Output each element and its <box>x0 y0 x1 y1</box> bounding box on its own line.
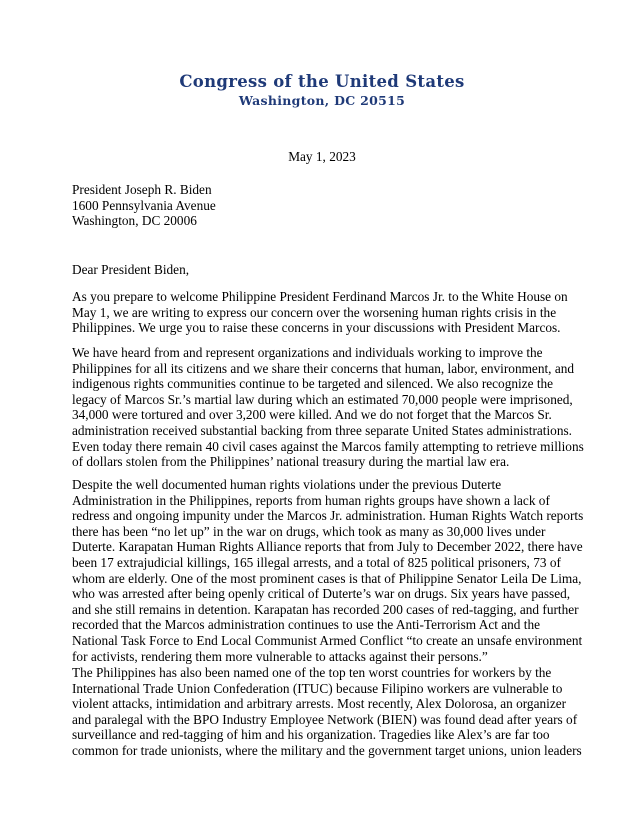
letterhead <box>0 72 644 109</box>
recipient-address <box>72 182 584 229</box>
paragraph-workers: The Philippines has also been named one of the top ten worst countries for workers by the International Trade Union Confederation (ITUC) because Filipino workers are vulnerable to violent attacks, intimidation and arbitrary arrests. Most recently, Alex Dolorosa, an organizer and paralegal with the BPO Industry Employee Network (BIEN) was found dead after years of surveillance and red-tagging of him and his organization. Tragedies like Alex’s are far too common for trade unionists, where the military and the government target unions, union leaders <box>72 665 582 758</box>
recipient-street: 1600 Pennsylvania Avenue <box>72 197 216 213</box>
letterhead-subtitle: Washington, DC 20515 <box>238 93 406 108</box>
paragraph-intro: As you prepare to welcome Philippine President Ferdinand Marcos Jr. to the White House on May 1, we are writing to express our concern over the worsening human rights crisis in the Philippines. We urge you to raise these concerns in your discussions with President Marcos. <box>72 289 568 336</box>
paragraph-martial-law: We have heard from and represent organizations and individuals working to improve the Philippines for all its citizens and we share their concerns that human, labor, environment, and indigenous rights communities continue to be targeted and silenced. We also recognize the legacy of Marcos Sr.’s martial law during which an estimated 70,000 people were imprisoned, 34,000 were tortured and over 3,200 were killed. And we do not forget that the Marcos Sr. administration received substantial backing from three separate United States administrations. Even today there remain 40 civil cases against the Marcos family attempting to retrieve millions of dollars stolen from the Philippines’ national treasury during the martial law era. <box>72 345 584 470</box>
paragraph-human-rights: Despite the well documented human rights violations under the previous Duterte Administration in the Philippines, reports from human rights groups have shown a lack of redress and ongoing impunity under the Marcos Jr. administration. Human Rights Watch reports there has been “no let up” in the war on drugs, which took as many as 30,000 lives under Duterte. Karapatan Human Rights Alliance reports that from July to December 2022, there have been 17 extrajudicial killings, 165 illegal arrests, and a total of 825 political prisoners, 73 of whom are elderly. One of the most prominent cases is that of Philippine Senator Leila De Lima, who was arrested after being openly critical of Duterte’s war on drugs. Six years have passed, and she still remains in detention. Karapatan has recorded 200 cases of red-tagging, and further recorded that the Marcos administration continues to use the Anti-Terrorism Act and the National Task Force to End Local Communist Armed Conflict “to create an unsafe environment for activists, rendering them more vulnerable to attacks against their persons.” <box>72 477 584 664</box>
recipient-name: President Joseph R. Biden <box>72 182 212 197</box>
recipient-city: Washington, DC 20006 <box>72 213 197 229</box>
letter-date: May 1, 2023 <box>288 149 356 164</box>
letterhead-title: Congress of the United States <box>179 72 465 91</box>
salutation: Dear President Biden, <box>72 262 190 277</box>
